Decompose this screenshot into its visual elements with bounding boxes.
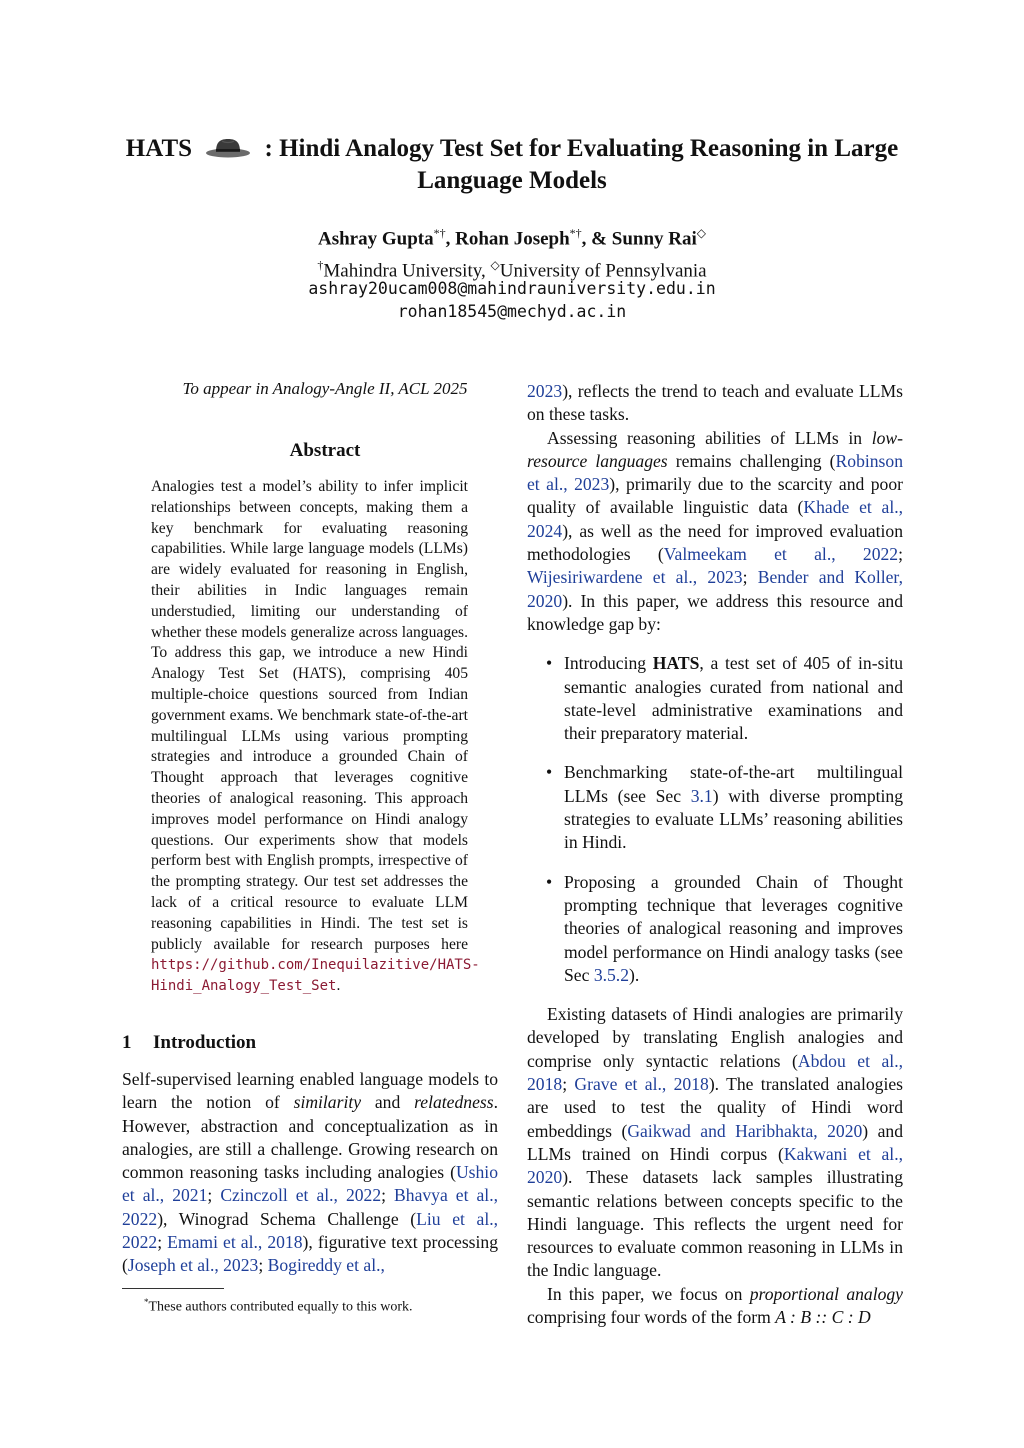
text: ). These datasets lack samples illustrating semantic relations between concepts specific to the Hindi language. This reflects the urgent need for resources to evaluate common reasoning in LLMs in the Indic language. [527, 1167, 903, 1281]
abstract-heading: Abstract [289, 440, 361, 461]
github-link[interactable]: https://github.com/Inequilazitive/HATS-Hindi_Analogy_Test_Set [151, 957, 480, 995]
text: Proposing a grounded Chain of Thought prompting technique that leverages cognitive theories of analogical reasoning and improves model performance on Hindi analogy tasks (see Sec [564, 871, 903, 985]
intro-paragraph [527, 427, 903, 637]
citation-link[interactable]: Czinczoll et al., 2022 [220, 1185, 382, 1206]
section-ref-link[interactable]: 3.5.2 [593, 964, 629, 985]
intro-paragraph [527, 1003, 903, 1283]
intro-paragraph [527, 1283, 903, 1330]
citation-link[interactable]: Emami et al., 2018 [167, 1232, 303, 1252]
author-mark: *† [569, 226, 582, 240]
text: ; [157, 1232, 168, 1252]
text: ), as well as the need for improved evaluation methodologies ( [527, 520, 903, 565]
citation-link[interactable]: Robinson et al., 2023 [527, 450, 904, 495]
section-title: Introduction [153, 1031, 257, 1053]
text: Benchmarking state-of-the-art multilingual LLMs (see Sec [564, 762, 903, 806]
text: ; [898, 544, 903, 565]
abstract-period: . [336, 977, 341, 995]
author-separator: , [445, 228, 456, 250]
list-item [527, 871, 903, 987]
affiliation: University of Pennsylvania [499, 260, 707, 282]
citation-link[interactable]: Joseph et al., 2023 [127, 1255, 259, 1276]
text: . However, abstraction and conceptualization as in analogies, are still a challenge. Growing research on common reasoning tasks including analogies ( [122, 1092, 498, 1183]
footnote-text: These authors contributed equally to this work. [148, 1299, 413, 1315]
text: ; [258, 1255, 268, 1276]
list-item [527, 761, 903, 854]
section-heading [122, 1032, 498, 1054]
footnote-rule [122, 1288, 224, 1289]
title-text-line2: Language Models [417, 166, 607, 194]
text: ), Winograd Schema Challenge ( [157, 1208, 417, 1229]
citation-link[interactable]: Kakwani et al., 2020 [527, 1143, 903, 1188]
author-mark: *† [433, 226, 446, 240]
bullet: • [546, 762, 553, 783]
title-colon: : [264, 135, 273, 162]
text: ; [562, 1074, 575, 1095]
paper-title [110, 134, 914, 195]
citation-link[interactable]: Liu et al., 2022 [122, 1208, 499, 1252]
emphasis: low-resource languages [527, 427, 903, 471]
text: ), primarily due to the scarcity and poor quality of available linguistic data ( [527, 474, 903, 518]
text: ), figurative text processing ( [122, 1232, 498, 1276]
abstract-body [151, 477, 480, 997]
author-email: ashray20ucam008@mahindrauniversity.edu.in [308, 279, 716, 298]
text: comprising four words of the form [527, 1306, 776, 1327]
text: ; [381, 1185, 395, 1206]
title-text: Hindi Analogy Test Set for Evaluating Reasoning in Large [279, 135, 899, 162]
text: ). [629, 964, 640, 985]
list-item [527, 652, 903, 745]
intro-paragraph [122, 1068, 498, 1278]
text: ; [207, 1185, 221, 1206]
text: Existing datasets of Hindi analogies are primarily developed by translating English analogies and comprise only syntactic relations ( [527, 1004, 903, 1071]
bullet: • [546, 871, 553, 892]
citation-link[interactable]: Wijesiriwardene et al., 2023 [527, 567, 743, 588]
text: and [361, 1092, 415, 1113]
text: ), reflects the trend to teach and evaluate LLMs on these tasks. [527, 381, 903, 425]
fedora-hat-icon [204, 135, 252, 166]
citation-link[interactable]: Bender and Koller, 2020 [527, 567, 903, 611]
emphasis: HATS [652, 653, 700, 674]
citation-link[interactable]: Bogireddy et al., [267, 1255, 385, 1276]
citation-link[interactable]: Gaikwad and Haribhakta, 2020 [627, 1120, 863, 1141]
affiliation-mark: ◇ [490, 258, 500, 272]
text: ) with diverse prompting strategies to evaluate LLMs’ reasoning abilities in Hindi. [564, 785, 903, 853]
citation-link[interactable]: Valmeekam et al., 2022 [663, 544, 899, 565]
text: Self-supervised learning enabled language models to learn the notion of [122, 1068, 498, 1113]
section-number: 1 [122, 1031, 132, 1053]
text: , a test set of 405 of in-situ semantic analogies curated from national and state-level administrative examinations and their preparatory material. [564, 653, 904, 744]
emphasis: similarity [293, 1092, 362, 1113]
author-name: Ashray Gupta [317, 228, 434, 250]
title-acronym: HATS [125, 135, 193, 162]
text: ) and LLMs trained on Hindi corpus ( [527, 1120, 903, 1164]
citation-link[interactable]: Ushio et al., 2021 [122, 1162, 498, 1206]
emphasis: relatedness [414, 1092, 494, 1113]
citation-link[interactable]: Khade et al., 2024 [527, 497, 904, 541]
author-list [110, 221, 914, 251]
affiliation-mark: † [317, 258, 324, 272]
citation-link[interactable]: 2023 [527, 381, 563, 401]
text: Introducing [564, 653, 653, 674]
contribution-list [527, 652, 903, 987]
bullet: • [546, 653, 553, 674]
citation-link[interactable]: Grave et al., 2018 [574, 1074, 709, 1095]
abstract-text: Analogies test a model’s ability to infer implicit relationships between concepts, making them a key benchmark for evaluating reasoning capabilities. While large language models (LLMs) are widely evaluated for reasoning in English, their abilities in Indic languages remain understudied, limiting our understanding of whether these models generalize across languages. To address this gap, we introduce a new Hindi Analogy Test Set (HATS), comprising 405 multiple-choice questions sourced from Indian government exams. We benchmark state-of-the-art multilingual LLMs using various prompting strategies and introduce a grounded Chain of Thought approach that leverages cognitive theories of analogical reasoning. This approach improves model performance on Hindi analogy questions. Our experiments show that models perform best with English prompts, irrespective of the prompting strategy. Our test set addresses the lack of a critical resource to evaluate LLM reasoning capabilities in Hindi. The test set is publicly available for research purposes here [151, 478, 468, 953]
text: ). In this paper, we address this resource and knowledge gap by: [527, 590, 903, 634]
author-email: rohan18545@mechyd.ac.in [397, 302, 627, 321]
analogy-form: A : B :: C : D [775, 1306, 871, 1327]
text: Assessing reasoning abilities of LLMs in [547, 427, 872, 448]
author-separator: , & [581, 228, 612, 250]
left-column [122, 378, 498, 1316]
author-mark: ◇ [696, 226, 707, 240]
citation-link[interactable]: Abdou et al., 2018 [527, 1050, 903, 1095]
intro-paragraph [527, 380, 903, 427]
footnote-mark: * [144, 1296, 149, 1307]
affiliation: Mahindra University, [323, 260, 491, 282]
right-column [527, 380, 903, 1329]
footnote [122, 1293, 498, 1317]
citation-link[interactable]: Bhavya et al., 2022 [122, 1185, 498, 1229]
venue-note: To appear in Analogy-Angle II, ACL 2025 [182, 379, 468, 398]
text: ). The translated analogies are used to test the quality of Hindi word embeddings ( [527, 1074, 903, 1141]
author-name: Rohan Joseph [455, 228, 570, 250]
text: ; [742, 567, 758, 588]
text: In this paper, we focus on [547, 1283, 750, 1304]
text: remains challenging ( [667, 450, 836, 471]
emphasis: proportional analogy [749, 1283, 903, 1304]
section-ref-link[interactable]: 3.1 [690, 785, 713, 806]
author-name: Sunny Rai [611, 228, 697, 250]
